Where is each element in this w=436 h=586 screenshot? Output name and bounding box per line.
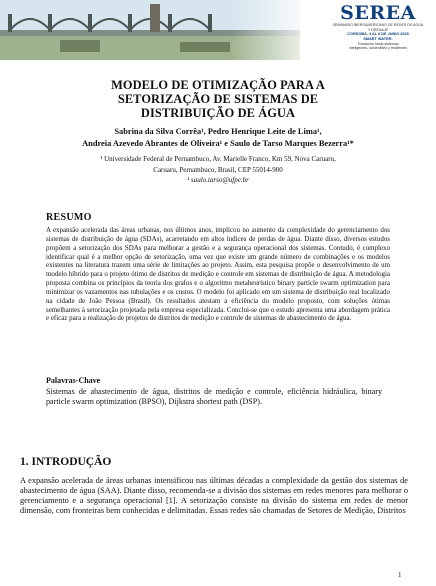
- intro-text: A expansão acelerada de áreas urbanas intensificou nas últimas décadas a complexidade da gestão dos sistemas de abastecimento de água (SAA). Diante disso, recomenda-se a divisão dos sistemas em redes menores para melhorar o gerenciamento e a segurança operacional [1]. A setorização consiste na divisão do sistema em redes de menor dimensão, com fronteiras bem conhecidas e delimitadas. Essas redes são chamadas de Setores de Medição, Distritos: [20, 476, 408, 516]
- affiliation-line-2: Caruaru, Pernambuco, Brasil, CEP 55014-900: [153, 165, 283, 174]
- authors-line-2: Andreia Azevedo Abrantes de Oliveira¹ e Saulo de Tarso Marques Bezerra¹*: [82, 139, 354, 148]
- keywords-heading: Palavras-Chave: [46, 376, 101, 385]
- authors-line-1: Sabrina da Silva Corrêa¹, Pedro Henrique Leite de Lima¹,: [114, 127, 322, 136]
- abstract-text: A expansão acelerada das áreas urbanas, nos últimos anos, implicou no aumento da complexidade do gerenciamento dos sistemas de distribuição de água (SDAs), acarretando em altos índices de perdas de água. Diante disso, diversos estudos propõem a setorização dos SDAs para melhorar a gestão e a segurança operacional dos sistemas. Contudo, é complexo identificar qual é a melhor opção de setorização, uma vez que existe um grande número de combinações e os modelos existentes na literatura trazem uma série de limitações ao projeto. Assim, esta pesquisa propõe o desenvolvimento de um modelo híbrido para o projeto ótimo de distritos de medição e controle em sistemas de distribuição de água. A metodologia proposta combina os princípios da teoria dos grafos e o algoritmo metaheurístico binary particle swarm optimization para minimizar os vazamentos nas tubulações e os custos. O modelo foi aplicado em um sistema de distribuição real localizado na cidade de João Pessoa (Brasil). Os resultados atestam a eficiência do modelo proposto, com soluções ótimas semelhantes à setorização projetada pela empresa especializada. Conclui-se que o estudo apresenta uma abordagem prática e eficaz para a realização de projetos de distritos de medição e controle de sistemas de abastecimento de água.: [46, 226, 390, 323]
- header-banner: [0, 0, 436, 60]
- logo-subtitle-1: SEMINARIO IBEROAMERICANO DE REDES DE AGUA: [332, 23, 424, 27]
- keywords-text: Sistemas de abastecimento de água, distritos de medição e controle, eficiência hidráulica, binary particle swarm optimization (BPSO), Dijkstra shortest path (DSP).: [46, 387, 382, 406]
- intro-heading: 1. INTRODUÇÃO: [20, 456, 112, 468]
- banner-fade: [230, 0, 320, 60]
- title-line-2: SETORIZAÇÃO DE SISTEMAS DE: [117, 92, 319, 106]
- logo-tagline-2: Transición hacia sistemas: [357, 41, 399, 46]
- affiliation: [40, 154, 396, 186]
- authors: [40, 126, 396, 150]
- title-line-3: DISTRIBUIÇÃO DE ÁGUA: [140, 106, 296, 120]
- logo-subtitle-2: Y DRENAJE: [367, 27, 389, 32]
- affiliation-line-1: ¹ Universidade Federal de Pernambuco, Av. Marielle Franco, Km 59, Nova Caruaru,: [100, 155, 336, 163]
- resumo-heading: RESUMO: [46, 212, 92, 223]
- page-number: 1: [398, 571, 402, 579]
- title-line-1: MODELO DE OTIMIZAÇÃO PARA A: [111, 78, 325, 92]
- logo-event: CORDOBA, 4 AL 6 DE JUNIO 2025: [347, 32, 409, 37]
- serea-logo: [322, 3, 434, 59]
- logo-tagline-1: SMART WATER:: [363, 36, 393, 41]
- paper-title: [70, 78, 366, 120]
- logo-title: SEREA: [340, 2, 416, 24]
- author-email: ¹ saulo.tarso@ufpe.br: [187, 176, 249, 184]
- logo-tagline-3: inteligentes, sostenibles y resilientes: [348, 46, 408, 51]
